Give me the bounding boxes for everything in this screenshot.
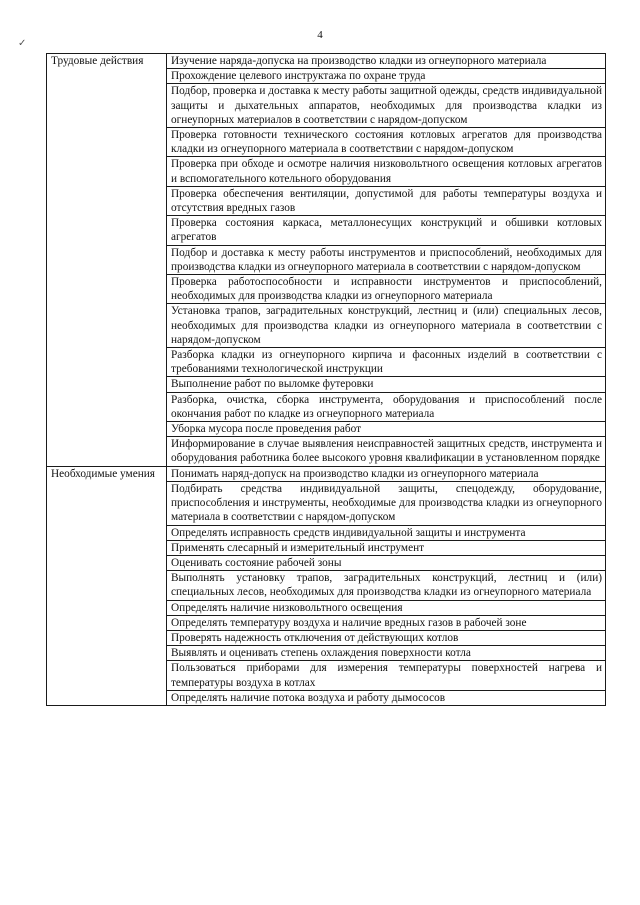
table-cell: Установка трапов, заградительных конструкций, лестниц и (или) специальных лесов, необходимых для производства кладки из огнеупорного материала в соответствии с нарядом-допуском — [167, 304, 606, 348]
table-cell: Проверка обеспечения вентиляции, допустимой для работы температуры воздуха и отсутствия вредных газов — [167, 186, 606, 215]
table-cell: Определять исправность средств индивидуальной защиты и инструмента — [167, 525, 606, 540]
table-row — [47, 54, 606, 69]
table-cell: Проверка состояния каркаса, металлонесущих конструкций и обшивки котловых агрегатов — [167, 216, 606, 245]
table-cell: Проверка работоспособности и исправности инструментов и приспособлений, необходимых для производства кладки из огнеупорного материала — [167, 275, 606, 304]
table-cell: Подбор, проверка и доставка к месту работы защитной одежды, средств индивидуальной защиты и дыхательных аппаратов, необходимых для производства кладки из огнеупорных материалов в соответствии с нарядом-допуском — [167, 84, 606, 128]
table-cell: Подбор и доставка к месту работы инструментов и приспособлений, необходимых для производства кладки из огнеупорного материала в соответствии с нарядом-допуском — [167, 245, 606, 274]
table-cell: Разборка кладки из огнеупорного кирпича и фасонных изделий в соответствии с требованиями технологической инструкции — [167, 348, 606, 377]
table-cell: Определять температуру воздуха и наличие вредных газов в рабочей зоне — [167, 615, 606, 630]
competency-table — [46, 53, 606, 706]
table-cell: Изучение наряда-допуска на производство кладки из огнеупорного материала — [167, 54, 606, 69]
table-cell: Определять наличие низковольтного освещения — [167, 600, 606, 615]
table-cell: Проверка готовности технического состояния котловых агрегатов для производства кладки из огнеупорного материала в соответствии с нарядом-допуском — [167, 128, 606, 157]
table-cell: Проверка при обходе и осмотре наличия низковольтного освещения котловых агрегатов и вспомогательного котельного оборудования — [167, 157, 606, 186]
table-cell: Проверять надежность отключения от действующих котлов — [167, 630, 606, 645]
table-cell: Применять слесарный и измерительный инструмент — [167, 540, 606, 555]
table-cell: Подбирать средства индивидуальной защиты, спецодежду, оборудование, приспособления и инструменты, необходимые для производства кладки из огнеупорного материала в соответствии с нарядом-допуском — [167, 481, 606, 525]
margin-check-mark: ✓ — [18, 38, 27, 49]
table-cell: Уборка мусора после проведения работ — [167, 422, 606, 437]
table-row — [47, 466, 606, 481]
table-cell: Прохождение целевого инструктажа по охране труда — [167, 69, 606, 84]
table-cell: Выполнять установку трапов, заградительных конструкций, лестниц и (или) специальных лесов, необходимых для производства кладки из огнеупорного материала — [167, 571, 606, 600]
table-cell: Пользоваться приборами для измерения температуры поверхностей нагрева и температуры воздуха в котлах — [167, 661, 606, 690]
table-cell: Информирование в случае выявления неисправностей защитных средств, инструмента и оборудования работника более высокого уровня квалификации в установленном порядке — [167, 437, 606, 466]
section-heading: Необходимые умения — [47, 466, 167, 705]
table-cell: Оценивать состояние рабочей зоны — [167, 555, 606, 570]
table-cell: Выполнение работ по выломке футеровки — [167, 377, 606, 392]
table-cell: Определять наличие потока воздуха и работу дымососов — [167, 690, 606, 705]
section-heading: Трудовые действия — [47, 54, 167, 467]
table-cell: Понимать наряд-допуск на производство кладки из огнеупорного материала — [167, 466, 606, 481]
competency-table-body — [47, 54, 606, 706]
table-cell: Разборка, очистка, сборка инструмента, оборудования и приспособлений после окончания работ по кладке из огнеупорного материала — [167, 392, 606, 421]
table-cell: Выявлять и оценивать степень охлаждения поверхности котла — [167, 646, 606, 661]
page-number: 4 — [317, 29, 323, 41]
